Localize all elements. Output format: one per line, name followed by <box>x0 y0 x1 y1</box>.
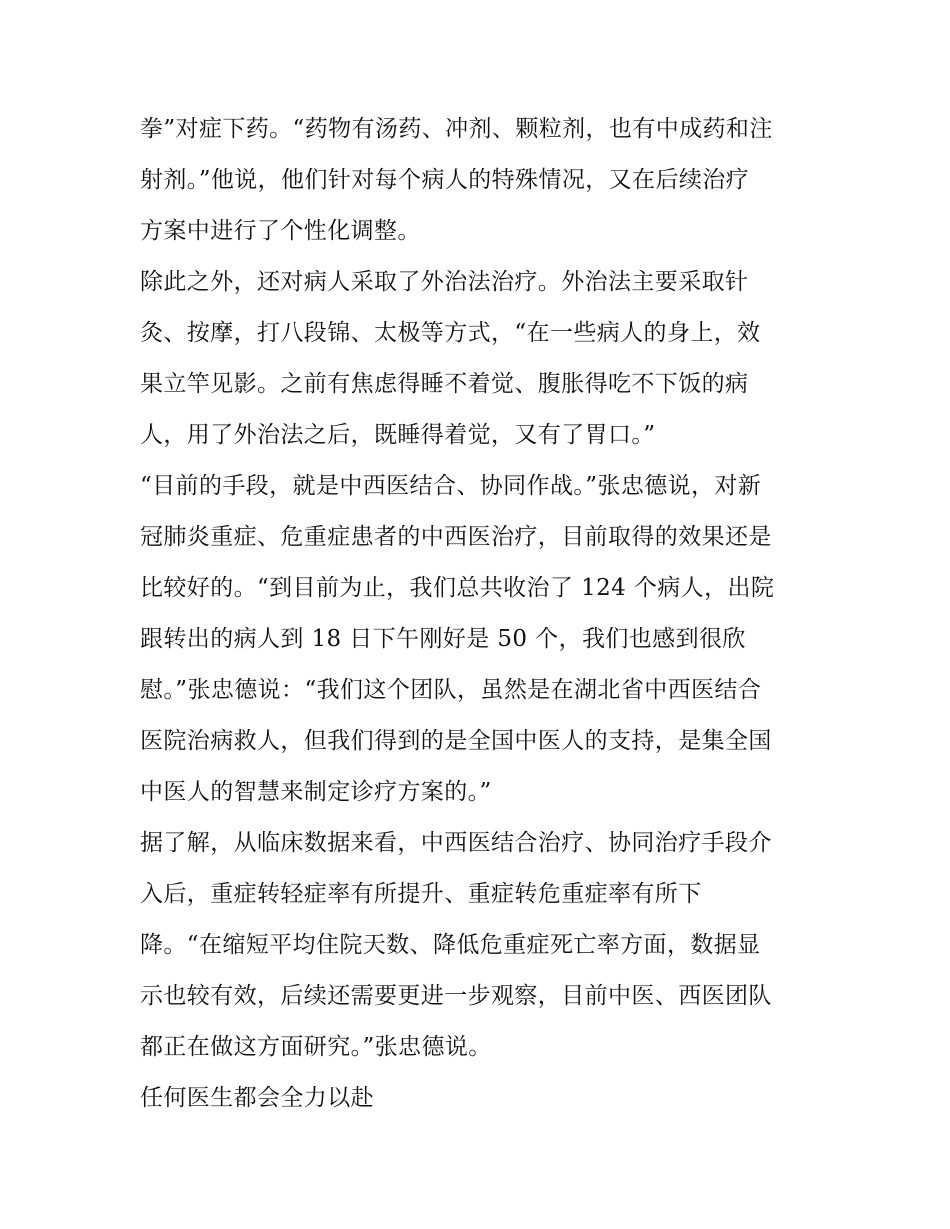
text-line: 除此之外，还对病人采取了外治法治疗。外治法主要采取针 <box>140 269 749 295</box>
text-line: 示也较有效，后续还需要更进一步观察，目前中医、西医团队 <box>140 983 772 1009</box>
section-heading: 任何医生都会全力以赴 <box>140 1085 374 1111</box>
text-line: 中医人的智慧来制定诊疗方案的。” <box>140 779 492 805</box>
article-body <box>140 104 820 1124</box>
text-line: 灸、按摩，打八段锦、太极等方式，“在一些病人的身上，效 <box>140 320 761 346</box>
text-line: 果立竿见影。之前有焦虑得睡不着觉、腹胀得吃不下饭的病 <box>140 371 749 397</box>
text-line: 入后，重症转轻症率有所提升、重症转危重症率有所下 <box>140 881 702 907</box>
text-line: 都正在做这方面研究。”张忠德说。 <box>140 1034 492 1060</box>
text-line: 慰。”张忠德说：“我们这个团队，虽然是在湖北省中西医结合 <box>140 677 762 703</box>
text-line: 人，用了外治法之后，既睡得着觉，又有了胃口。” <box>140 422 656 448</box>
text-line: 拳”对症下药。“药物有汤药、冲剂、颗粒剂，也有中成药和注 <box>140 116 773 142</box>
text-line: 据了解，从临床数据来看，中西医结合治疗、协同治疗手段介 <box>140 830 772 856</box>
text-line: 方案中进行了个性化调整。 <box>140 218 421 244</box>
text-line: 比较好的。“到目前为止，我们总共收治了 124 个病人，出院 <box>140 575 775 601</box>
text-line: 冠肺炎重症、危重症患者的中西医治疗，目前取得的效果还是 <box>140 524 772 550</box>
text-line: 医院治病救人，但我们得到的是全国中医人的支持，是集全国 <box>140 728 772 754</box>
text-line: 降。“在缩短平均住院天数、降低危重症死亡率方面，数据显 <box>140 932 761 958</box>
text-line: “目前的手段，就是中西医结合、协同作战。”张忠德说，对新 <box>140 473 762 499</box>
text-line: 跟转出的病人到 18 日下午刚好是 50 个，我们也感到很欣 <box>140 626 746 652</box>
text-line: 射剂。”他说，他们针对每个病人的特殊情况，又在后续治疗 <box>140 167 750 193</box>
